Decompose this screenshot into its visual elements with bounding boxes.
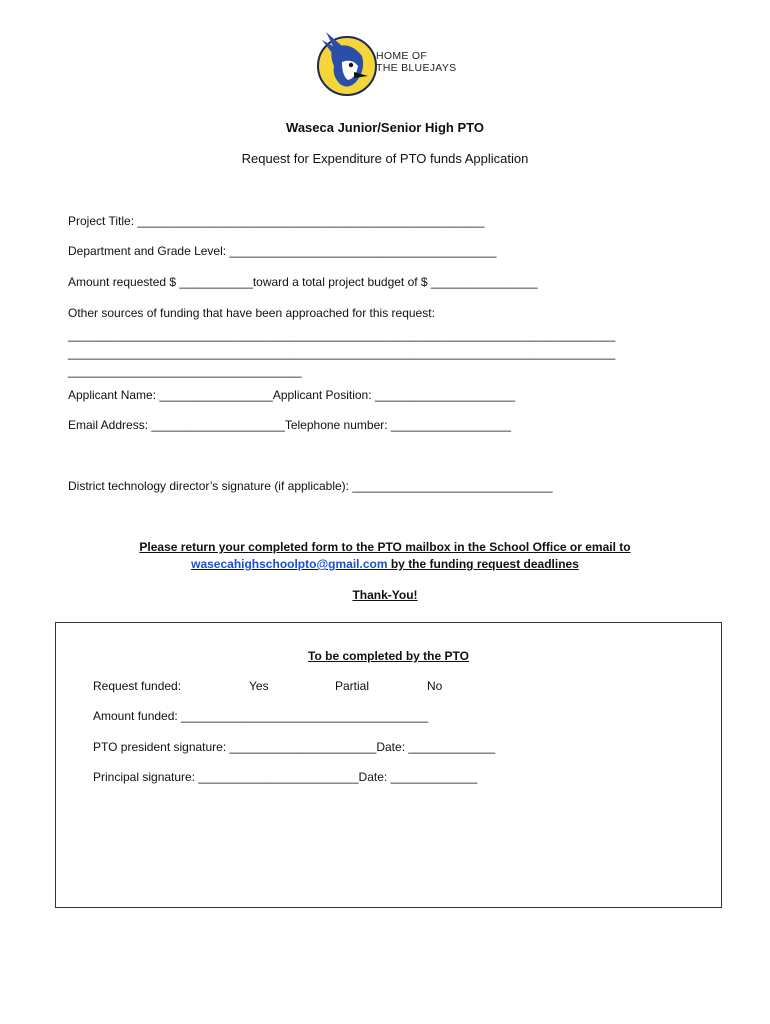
logo-text	[376, 50, 456, 74]
thank-you-text: Thank-You!	[352, 588, 418, 602]
option-yes[interactable]: Yes	[249, 679, 269, 693]
amount-requested-field[interactable]: Amount requested $ ___________toward a total project budget of $ ________________	[68, 275, 538, 289]
pto-president-signature-field[interactable]: PTO president signature: ______________________Date: _____________	[93, 740, 496, 754]
option-partial[interactable]: Partial	[335, 679, 370, 693]
email-phone-field[interactable]: Email Address: ____________________Telephone number: __________________	[68, 418, 512, 432]
department-field[interactable]: Department and Grade Level: ________________________________________	[68, 244, 497, 258]
tech-director-signature-field[interactable]: District technology director’s signature (if applicable): ______________________________	[68, 479, 553, 493]
option-no[interactable]: No	[427, 679, 443, 693]
principal-signature-field[interactable]: Principal signature: ________________________Date: _____________	[93, 770, 478, 784]
other-sources-label: Other sources of funding that have been approached for this request:	[68, 306, 435, 320]
other-sources-line-3[interactable]: ___________________________________	[68, 364, 302, 378]
page-title: Waseca Junior/Senior High PTO	[286, 120, 484, 135]
return-instructions-line2	[0, 556, 770, 572]
project-title-field[interactable]: Project Title: ____________________________________________________	[68, 214, 485, 228]
logo-line1: HOME OF	[376, 50, 428, 62]
deadline-text: by the funding request deadlines	[387, 557, 579, 571]
pto-use-box	[55, 622, 722, 908]
applicant-field[interactable]: Applicant Name: _________________Applicant Position: _____________________	[68, 388, 516, 402]
request-funded-label: Request funded:	[93, 679, 182, 693]
bluejay-icon	[312, 26, 382, 98]
pto-box-heading: To be completed by the PTO	[308, 649, 469, 663]
bluejays-logo	[312, 26, 462, 98]
other-sources-line-1[interactable]: __________________________________________________________________________________	[68, 328, 616, 342]
pto-email-link[interactable]: wasecahighschoolpto@gmail.com	[191, 557, 388, 571]
page-subtitle: Request for Expenditure of PTO funds Application	[241, 151, 529, 166]
return-instructions: Please return your completed form to the PTO mailbox in the School Office or email to	[139, 540, 631, 554]
amount-funded-field[interactable]: Amount funded: _____________________________________	[93, 709, 428, 723]
other-sources-line-2[interactable]: __________________________________________________________________________________	[68, 346, 616, 360]
logo-line2: THE BLUEJAYS	[376, 62, 457, 74]
